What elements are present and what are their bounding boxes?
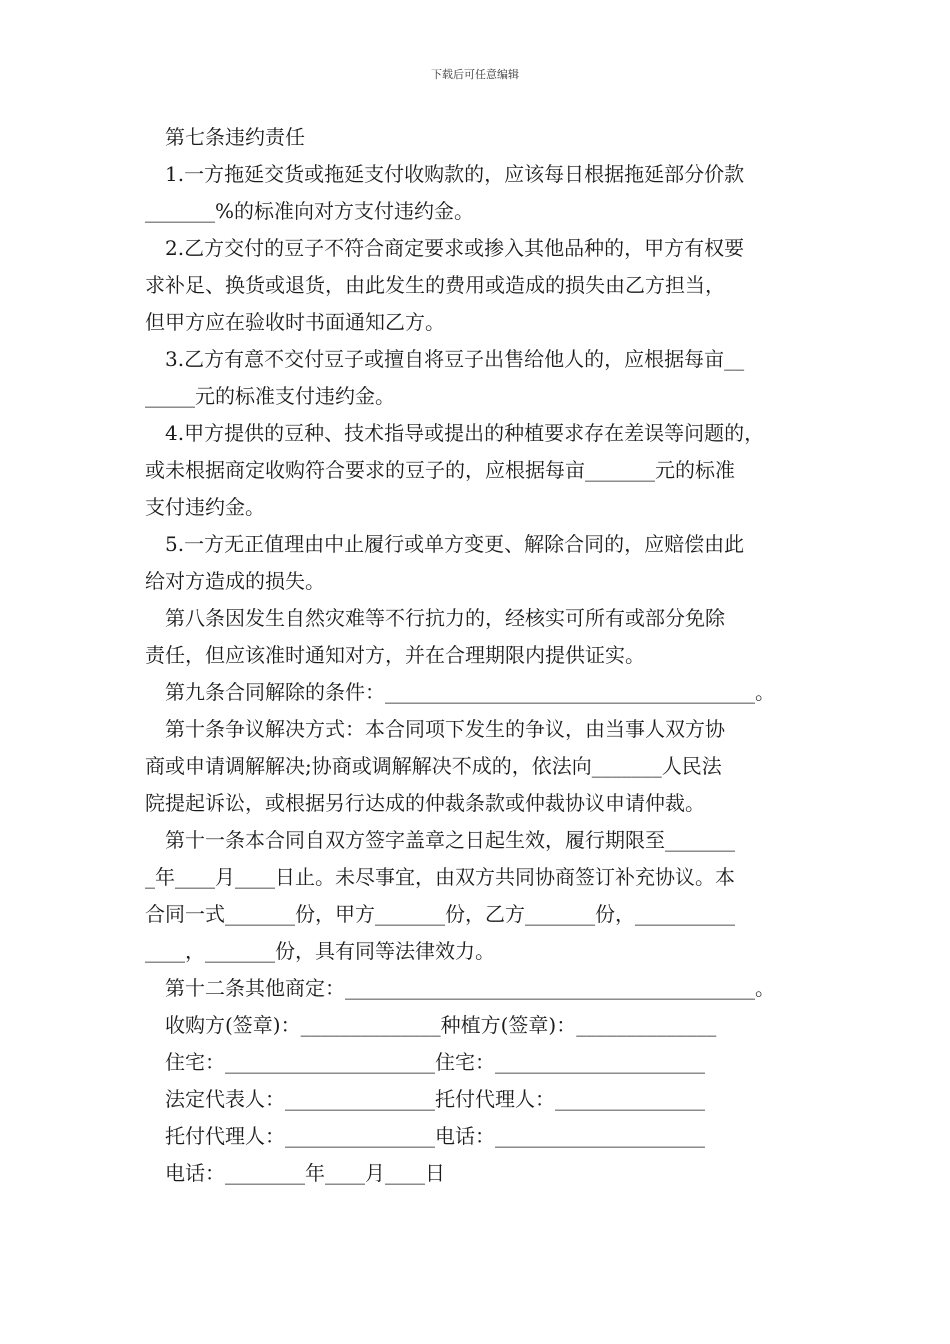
article-12-line: 第十二条其他商定：_________________________________________。 [165, 976, 775, 1000]
body-line: 1.一方拖延交货或拖延支付收购款的，应该每日根据拖延部分价款 [165, 162, 745, 186]
body-line: 5.一方无正值理由中止履行或单方变更、解除合同的，应赔偿由此 [165, 532, 745, 556]
body-line: 4.甲方提供的豆种、技术指导或提出的种植要求存在差误等问题的， [165, 421, 765, 445]
article-8-line: 第八条因发生自然灾难等不行抗力的，经核实可所有或部分免除 [165, 606, 725, 630]
body-line: 3.乙方有意不交付豆子或擅自将豆子出售给他人的，应根据每亩__ [165, 347, 745, 371]
address-line: 住宅：_____________________住宅：_____________________ [165, 1050, 705, 1074]
body-line: _____元的标准支付违约金。 [145, 384, 395, 408]
article-7-title: 第七条违约责任 [165, 125, 305, 149]
body-line: 商或申请调解解决;协商或调解解决不成的，依法向_______人民法 [145, 754, 722, 778]
article-10-line: 第十条争议解决方式：本合同项下发生的争议，由当事人双方协 [165, 717, 725, 741]
body-line: 求补足、换货或退货，由此发生的费用或造成的损失由乙方担当， [145, 273, 725, 297]
phone-date-line: 电话：________年____月____日 [165, 1161, 445, 1185]
body-line: 责任，但应该准时通知对方，并在合理期限内提供证实。 [145, 643, 645, 667]
body-line: 院提起诉讼，或根据另行达成的仲裁条款或仲裁协议申请仲裁。 [145, 791, 705, 815]
agent-phone-line: 托付代理人：_______________电话：_____________________ [165, 1124, 705, 1148]
article-11-line: 第十一条本合同自双方签字盖章之日起生效，履行期限至_______ [165, 828, 735, 852]
body-line: ____，_______份，具有同等法律效力。 [145, 939, 495, 963]
signature-line: 收购方(签章)：______________种植方(签章)：______________ [165, 1013, 717, 1037]
article-9-line: 第九条合同解除的条件：_____________________________________。 [165, 680, 775, 704]
body-line: 支付违约金。 [145, 495, 265, 519]
body-line: 合同一式_______份，甲方_______份，乙方_______份，__________ [145, 902, 735, 926]
body-line: 但甲方应在验收时书面通知乙方。 [145, 310, 445, 334]
page-header-note: 下载后可任意编辑 [431, 68, 519, 81]
body-line: _______%的标准向对方支付违约金。 [145, 199, 475, 223]
body-line: 给对方造成的损失。 [145, 569, 325, 593]
body-line: _年____月____日止。未尽事宜，由双方共同协商签订补充协议。本 [145, 865, 735, 889]
representative-line: 法定代表人：_______________托付代理人：_______________ [165, 1087, 705, 1111]
body-line: 2.乙方交付的豆子不符合商定要求或掺入其他品种的，甲方有权要 [165, 236, 745, 260]
body-line: 或未根据商定收购符合要求的豆子的，应根据每亩_______元的标准 [145, 458, 735, 482]
